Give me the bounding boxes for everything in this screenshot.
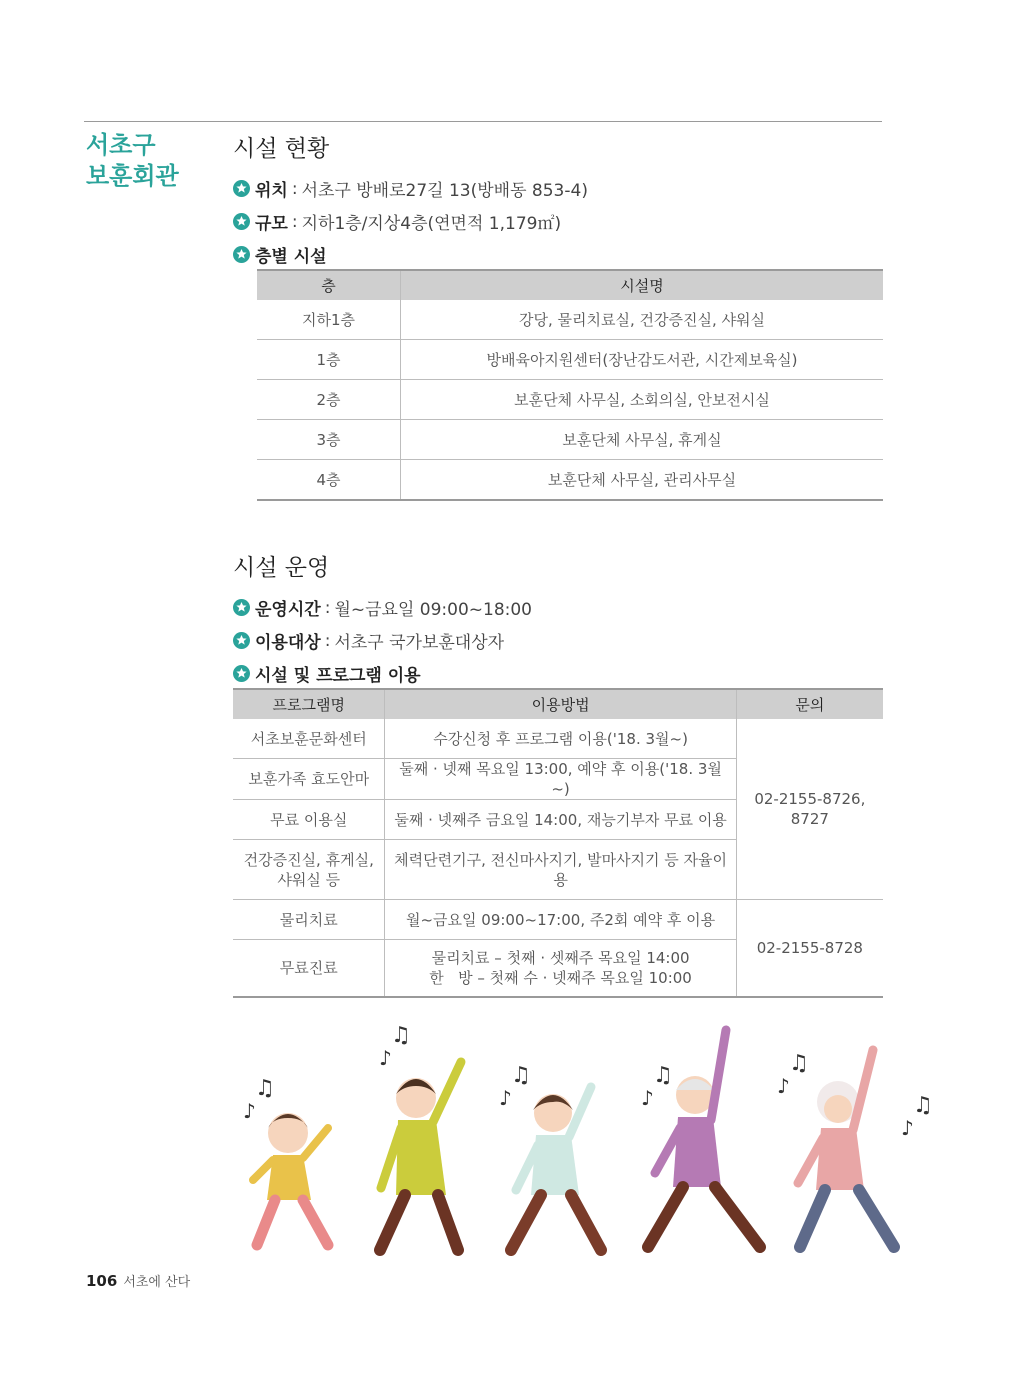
program-method-line2: 한 방 – 첫째 수 · 넷째주 목요일 10:00 — [429, 969, 692, 987]
star-bullet-icon — [233, 599, 250, 616]
program-method-cell: 둘째 · 넷째주 금요일 14:00, 재능기부자 무료 이용 — [385, 800, 736, 840]
facility-cell: 방배육아지원센터(장난감도서관, 시간제보육실) — [401, 340, 884, 380]
floor-table-header-floor: 층 — [257, 270, 401, 300]
star-bullet-icon — [233, 246, 250, 263]
program-label: 시설 및 프로그램 이용 — [255, 666, 421, 686]
svg-text:♫: ♫ — [391, 1023, 411, 1048]
program-table-header-name: 프로그램명 — [233, 689, 385, 719]
table-row — [257, 420, 883, 460]
book-title: 서초에 산다 — [123, 1275, 191, 1290]
contact-1-line2: 8727 — [790, 810, 829, 828]
floor-cell: 3층 — [257, 420, 401, 460]
program-method-cell: 둘째 · 넷째 목요일 13:00, 예약 후 이용('18. 3월~) — [385, 759, 736, 800]
contact-1-line1: 02-2155-8726, — [754, 790, 866, 808]
svg-text:♫: ♫ — [255, 1076, 275, 1101]
status-section-title: 시설 현황 — [233, 136, 330, 162]
person-grandmother — [798, 1050, 894, 1247]
program-method-cell — [385, 940, 736, 998]
svg-text:♪: ♪ — [499, 1086, 512, 1110]
person-woman — [511, 1087, 601, 1250]
location-label: 위치 — [255, 181, 288, 201]
program-name-cell: 서초보훈문화센터 — [233, 719, 385, 759]
location-item: 위치 : 서초구 방배로27길 13(방배동 853-4) — [233, 176, 588, 201]
program-method-line1: 물리치료 – 첫째 · 셋째주 목요일 14:00 — [431, 949, 690, 967]
program-name-cell: 물리치료 — [233, 900, 385, 940]
program-name-line2: 샤워실 등 — [277, 870, 341, 889]
side-title — [86, 130, 179, 192]
facility-cell: 보훈단체 사무실, 휴게실 — [401, 420, 884, 460]
svg-text:♫: ♫ — [653, 1063, 673, 1088]
svg-text:♪: ♪ — [777, 1074, 790, 1098]
program-name-cell: 보훈가족 효도안마 — [233, 759, 385, 800]
location-value: 서초구 방배로27길 13(방배동 853-4) — [301, 181, 588, 201]
operation-section-title: 시설 운영 — [233, 555, 330, 581]
floors-item — [233, 242, 327, 267]
facility-cell: 보훈단체 사무실, 소회의실, 안보전시실 — [401, 380, 884, 420]
stretching-people-illustration — [233, 1010, 933, 1260]
hours-value: 월~금요일 09:00~18:00 — [334, 600, 532, 620]
floor-table-header-facility: 시설명 — [401, 270, 884, 300]
table-row — [257, 380, 883, 420]
program-name-cell — [233, 840, 385, 900]
side-title-line2: 보훈회관 — [86, 162, 179, 190]
program-method-cell: 월~금요일 09:00~17:00, 주2회 예약 후 이용 — [385, 900, 736, 940]
contact-cell-1 — [736, 719, 883, 900]
floor-cell: 2층 — [257, 380, 401, 420]
table-row — [233, 900, 883, 940]
table-row — [233, 719, 883, 759]
hours-item: 운영시간 : 월~금요일 09:00~18:00 — [233, 595, 532, 620]
program-table-header-contact: 문의 — [736, 689, 883, 719]
svg-text:♫: ♫ — [511, 1063, 531, 1088]
floor-table — [257, 269, 883, 501]
target-label: 이용대상 — [255, 633, 321, 653]
target-item: 이용대상 : 서초구 국가보훈대상자 — [233, 628, 504, 653]
target-value: 서초구 국가보훈대상자 — [334, 633, 505, 653]
svg-text:♪: ♪ — [641, 1086, 654, 1110]
star-bullet-icon — [233, 632, 250, 649]
floor-cell: 4층 — [257, 460, 401, 501]
scale-label: 규모 — [255, 214, 288, 234]
music-notes — [243, 1023, 933, 1140]
program-method-cell: 수강신청 후 프로그램 이용('18. 3월~) — [385, 719, 736, 759]
page-number: 106 — [86, 1272, 118, 1290]
program-method-cell: 체력단련기구, 전신마사지기, 발마사지기 등 자율이용 — [385, 840, 736, 900]
program-name-cell: 무료진료 — [233, 940, 385, 998]
hours-label: 운영시간 — [255, 600, 321, 620]
star-bullet-icon — [233, 180, 250, 197]
table-row — [257, 340, 883, 380]
program-name-line1: 건강증진실, 휴게실, — [243, 850, 374, 869]
page-footer — [86, 1271, 190, 1290]
side-title-line1: 서초구 — [86, 131, 156, 159]
facility-cell: 보훈단체 사무실, 관리사무실 — [401, 460, 884, 501]
scale-item: 규모 : 지하1층/지상4층(연면적 1,179㎡) — [233, 209, 561, 234]
table-row — [257, 300, 883, 340]
program-table-header-method: 이용방법 — [385, 689, 736, 719]
floor-cell: 1층 — [257, 340, 401, 380]
person-child — [253, 1113, 328, 1245]
floor-cell: 지하1층 — [257, 300, 401, 340]
program-name-cell: 무료 이용실 — [233, 800, 385, 840]
top-rule — [84, 121, 882, 122]
contact-cell-2: 02-2155-8728 — [736, 900, 883, 998]
svg-text:♫: ♫ — [913, 1093, 933, 1118]
program-table — [233, 688, 883, 998]
svg-text:♪: ♪ — [243, 1099, 256, 1123]
svg-text:♫: ♫ — [789, 1051, 809, 1076]
star-bullet-icon — [233, 213, 250, 230]
table-row — [257, 460, 883, 501]
person-man — [380, 1062, 461, 1250]
svg-text:♪: ♪ — [379, 1046, 392, 1070]
facility-cell: 강당, 물리치료실, 건강증진실, 샤워실 — [401, 300, 884, 340]
program-item — [233, 661, 421, 686]
floors-label: 층별 시설 — [255, 247, 327, 267]
svg-text:♪: ♪ — [901, 1116, 914, 1140]
star-bullet-icon — [233, 665, 250, 682]
scale-value: 지하1층/지상4층(연면적 1,179㎡) — [301, 214, 562, 234]
